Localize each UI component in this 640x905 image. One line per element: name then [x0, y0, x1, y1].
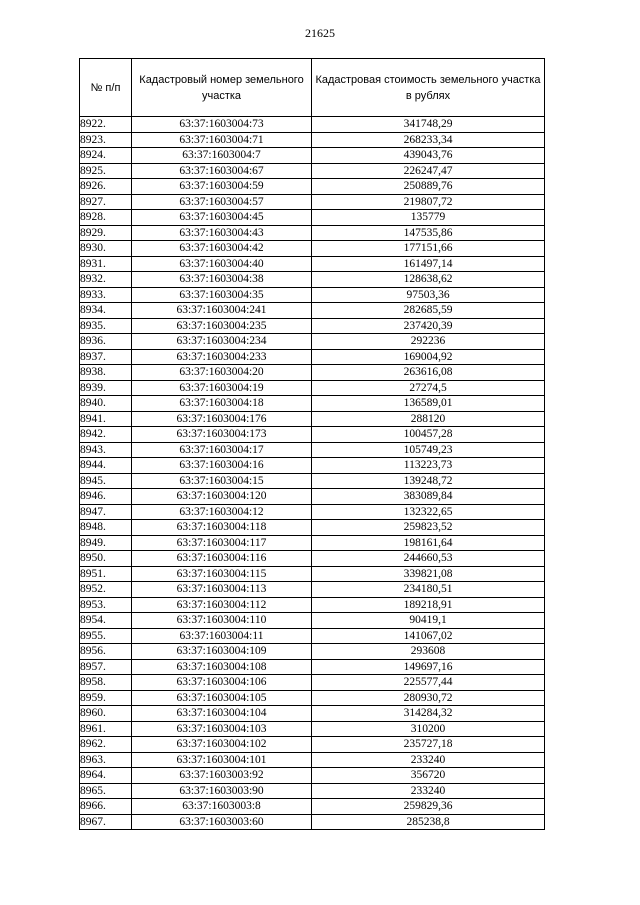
cadastral-value: 149697,16: [312, 659, 545, 675]
table-row: [80, 783, 545, 799]
cadastral-number: 63:37:1603004:176: [132, 411, 312, 427]
cadastral-number: 63:37:1603003:8: [132, 799, 312, 815]
cadastral-value: 136589,01: [312, 396, 545, 412]
row-number: 8945.: [80, 473, 132, 489]
cadastral-number: 63:37:1603004:102: [132, 737, 312, 753]
cadastral-number: 63:37:1603004:104: [132, 706, 312, 722]
row-number: 8961.: [80, 721, 132, 737]
row-number: 8954.: [80, 613, 132, 629]
table-row: [80, 132, 545, 148]
row-number: 8947.: [80, 504, 132, 520]
cadastral-number: 63:37:1603004:234: [132, 334, 312, 350]
cadastral-number: 63:37:1603004:42: [132, 241, 312, 257]
cadastral-number: 63:37:1603004:67: [132, 163, 312, 179]
table-row: [80, 380, 545, 396]
table-row: [80, 675, 545, 691]
row-number: 8940.: [80, 396, 132, 412]
cadastral-value: 263616,08: [312, 365, 545, 381]
table-row: [80, 628, 545, 644]
table-row: [80, 365, 545, 381]
cadastral-value: 141067,02: [312, 628, 545, 644]
table-row: [80, 799, 545, 815]
cadastral-value: 105749,23: [312, 442, 545, 458]
cadastral-value: 268233,34: [312, 132, 545, 148]
table-row: [80, 690, 545, 706]
cadastral-value: 250889,76: [312, 179, 545, 195]
row-number: 8926.: [80, 179, 132, 195]
table-row: [80, 163, 545, 179]
cadastral-number: 63:37:1603004:19: [132, 380, 312, 396]
row-number: 8953.: [80, 597, 132, 613]
cadastral-number: 63:37:1603004:71: [132, 132, 312, 148]
cadastral-value: 237420,39: [312, 318, 545, 334]
table-row: [80, 644, 545, 660]
cadastral-number: 63:37:1603003:90: [132, 783, 312, 799]
row-number: 8938.: [80, 365, 132, 381]
row-number: 8967.: [80, 814, 132, 830]
row-number: 8932.: [80, 272, 132, 288]
cadastral-value: 293608: [312, 644, 545, 660]
cadastral-value: 259829,36: [312, 799, 545, 815]
cadastral-value: 234180,51: [312, 582, 545, 598]
row-number: 8964.: [80, 768, 132, 784]
page-number: 21625: [305, 26, 335, 40]
table-row: [80, 411, 545, 427]
row-number: 8958.: [80, 675, 132, 691]
row-number: 8963.: [80, 752, 132, 768]
cadastral-number: 63:37:1603004:117: [132, 535, 312, 551]
cadastral-value: 310200: [312, 721, 545, 737]
table-row: [80, 535, 545, 551]
row-number: 8959.: [80, 690, 132, 706]
row-number: 8950.: [80, 551, 132, 567]
row-number: 8924.: [80, 148, 132, 164]
cadastral-value: 161497,14: [312, 256, 545, 272]
cadastral-value: 292236: [312, 334, 545, 350]
cadastral-value: 259823,52: [312, 520, 545, 536]
cadastral-number: 63:37:1603004:110: [132, 613, 312, 629]
cadastral-number: 63:37:1603004:73: [132, 117, 312, 133]
header-cadastral-number: Кадастровый номер земельного участка: [132, 59, 312, 117]
row-number: 8952.: [80, 582, 132, 598]
row-number: 8949.: [80, 535, 132, 551]
table-row: [80, 210, 545, 226]
row-number: 8941.: [80, 411, 132, 427]
table-row: [80, 504, 545, 520]
cadastral-number: 63:37:1603004:11: [132, 628, 312, 644]
table-row: [80, 117, 545, 133]
table-row: [80, 659, 545, 675]
row-number: 8929.: [80, 225, 132, 241]
table-row: [80, 551, 545, 567]
cadastral-value: 233240: [312, 752, 545, 768]
row-number: 8934.: [80, 303, 132, 319]
cadastral-number: 63:37:1603004:20: [132, 365, 312, 381]
row-number: 8965.: [80, 783, 132, 799]
cadastral-number: 63:37:1603004:173: [132, 427, 312, 443]
cadastral-value: 383089,84: [312, 489, 545, 505]
table-row: [80, 582, 545, 598]
row-number: 8936.: [80, 334, 132, 350]
row-number: 8948.: [80, 520, 132, 536]
cadastral-value: 233240: [312, 783, 545, 799]
table-row: [80, 318, 545, 334]
table-row: [80, 241, 545, 257]
row-number: 8944.: [80, 458, 132, 474]
cadastral-number: 63:37:1603004:108: [132, 659, 312, 675]
row-number: 8937.: [80, 349, 132, 365]
cadastral-number: 63:37:1603004:103: [132, 721, 312, 737]
cadastral-number: 63:37:1603003:60: [132, 814, 312, 830]
cadastral-number: 63:37:1603004:105: [132, 690, 312, 706]
header-number: № п/п: [80, 59, 132, 117]
table-row: [80, 396, 545, 412]
cadastral-number: 63:37:1603004:112: [132, 597, 312, 613]
table-row: [80, 566, 545, 582]
cadastral-number: 63:37:1603004:120: [132, 489, 312, 505]
cadastral-value: 139248,72: [312, 473, 545, 489]
table-row: [80, 613, 545, 629]
row-number: 8925.: [80, 163, 132, 179]
cadastral-number: 63:37:1603004:18: [132, 396, 312, 412]
cadastral-number: 63:37:1603004:12: [132, 504, 312, 520]
header-cadastral-value: Кадастровая стоимость земельного участка в рублях: [312, 59, 545, 117]
cadastral-value: 189218,91: [312, 597, 545, 613]
cadastral-number: 63:37:1603004:116: [132, 551, 312, 567]
row-number: 8922.: [80, 117, 132, 133]
cadastral-value: 226247,47: [312, 163, 545, 179]
table-row: [80, 706, 545, 722]
row-number: 8931.: [80, 256, 132, 272]
table-row: [80, 179, 545, 195]
cadastral-value: 169004,92: [312, 349, 545, 365]
row-number: 8927.: [80, 194, 132, 210]
table-row: [80, 287, 545, 303]
row-number: 8946.: [80, 489, 132, 505]
table-body: [80, 117, 545, 830]
cadastral-value: 219807,72: [312, 194, 545, 210]
cadastral-value: 135779: [312, 210, 545, 226]
table-row: [80, 148, 545, 164]
table-header-row: [80, 59, 545, 117]
cadastral-value: 225577,44: [312, 675, 545, 691]
cadastral-value: 177151,66: [312, 241, 545, 257]
table-row: [80, 458, 545, 474]
row-number: 8930.: [80, 241, 132, 257]
cadastral-value: 282685,59: [312, 303, 545, 319]
cadastral-value: 113223,73: [312, 458, 545, 474]
row-number: 8957.: [80, 659, 132, 675]
table-row: [80, 349, 545, 365]
cadastral-value: 288120: [312, 411, 545, 427]
table-row: [80, 225, 545, 241]
row-number: 8955.: [80, 628, 132, 644]
cadastral-value: 100457,28: [312, 427, 545, 443]
table-row: [80, 489, 545, 505]
cadastral-value-table: [79, 58, 545, 830]
row-number: 8923.: [80, 132, 132, 148]
cadastral-number: 63:37:1603004:106: [132, 675, 312, 691]
table-row: [80, 272, 545, 288]
cadastral-value: 244660,53: [312, 551, 545, 567]
row-number: 8962.: [80, 737, 132, 753]
cadastral-number: 63:37:1603004:235: [132, 318, 312, 334]
table-row: [80, 334, 545, 350]
cadastral-value: 439043,76: [312, 148, 545, 164]
cadastral-number: 63:37:1603004:16: [132, 458, 312, 474]
table-row: [80, 303, 545, 319]
cadastral-number: 63:37:1603003:92: [132, 768, 312, 784]
table-row: [80, 520, 545, 536]
table-row: [80, 752, 545, 768]
table-row: [80, 442, 545, 458]
cadastral-number: 63:37:1603004:118: [132, 520, 312, 536]
table-row: [80, 427, 545, 443]
row-number: 8928.: [80, 210, 132, 226]
cadastral-number: 63:37:1603004:35: [132, 287, 312, 303]
row-number: 8942.: [80, 427, 132, 443]
table-row: [80, 768, 545, 784]
cadastral-number: 63:37:1603004:113: [132, 582, 312, 598]
cadastral-number: 63:37:1603004:40: [132, 256, 312, 272]
cadastral-value: 198161,64: [312, 535, 545, 551]
cadastral-value: 341748,29: [312, 117, 545, 133]
row-number: 8943.: [80, 442, 132, 458]
cadastral-value: 314284,32: [312, 706, 545, 722]
table-row: [80, 597, 545, 613]
cadastral-value: 132322,65: [312, 504, 545, 520]
cadastral-number: 63:37:1603004:45: [132, 210, 312, 226]
cadastral-value: 339821,08: [312, 566, 545, 582]
row-number: 8956.: [80, 644, 132, 660]
cadastral-value: 128638,62: [312, 272, 545, 288]
table-row: [80, 814, 545, 830]
cadastral-number: 63:37:1603004:43: [132, 225, 312, 241]
cadastral-number: 63:37:1603004:15: [132, 473, 312, 489]
table-row: [80, 721, 545, 737]
row-number: 8951.: [80, 566, 132, 582]
table-row: [80, 256, 545, 272]
cadastral-number: 63:37:1603004:38: [132, 272, 312, 288]
cadastral-number: 63:37:1603004:59: [132, 179, 312, 195]
cadastral-number: 63:37:1603004:101: [132, 752, 312, 768]
row-number: 8939.: [80, 380, 132, 396]
table-row: [80, 473, 545, 489]
row-number: 8933.: [80, 287, 132, 303]
row-number: 8960.: [80, 706, 132, 722]
row-number: 8966.: [80, 799, 132, 815]
cadastral-number: 63:37:1603004:115: [132, 566, 312, 582]
cadastral-number: 63:37:1603004:241: [132, 303, 312, 319]
cadastral-value: 27274,5: [312, 380, 545, 396]
cadastral-value: 147535,86: [312, 225, 545, 241]
cadastral-value: 285238,8: [312, 814, 545, 830]
cadastral-number: 63:37:1603004:17: [132, 442, 312, 458]
cadastral-number: 63:37:1603004:7: [132, 148, 312, 164]
table-row: [80, 194, 545, 210]
cadastral-value: 235727,18: [312, 737, 545, 753]
cadastral-value: 97503,36: [312, 287, 545, 303]
cadastral-number: 63:37:1603004:57: [132, 194, 312, 210]
cadastral-number: 63:37:1603004:109: [132, 644, 312, 660]
cadastral-value: 356720: [312, 768, 545, 784]
cadastral-value: 90419,1: [312, 613, 545, 629]
cadastral-value: 280930,72: [312, 690, 545, 706]
cadastral-number: 63:37:1603004:233: [132, 349, 312, 365]
table-row: [80, 737, 545, 753]
row-number: 8935.: [80, 318, 132, 334]
